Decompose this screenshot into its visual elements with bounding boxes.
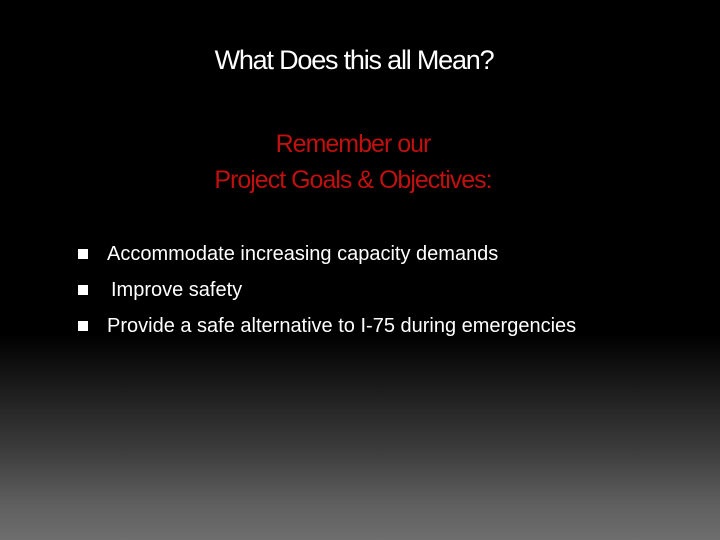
subtitle-line-1: Remember our xyxy=(275,130,431,158)
bullet-text: Accommodate increasing capacity demands xyxy=(107,243,499,265)
bullet-text: Provide a safe alternative to I-75 during emergencies xyxy=(107,315,577,337)
bullet-text: Improve safety xyxy=(111,279,243,301)
slide-subtitle xyxy=(0,126,706,198)
slide-title: What Does this all Mean? xyxy=(214,45,494,75)
square-bullet-icon xyxy=(78,285,88,295)
square-bullet-icon xyxy=(78,321,88,331)
subtitle-line-2: Project Goals & Objectives: xyxy=(214,166,492,194)
square-bullet-icon xyxy=(78,249,88,259)
